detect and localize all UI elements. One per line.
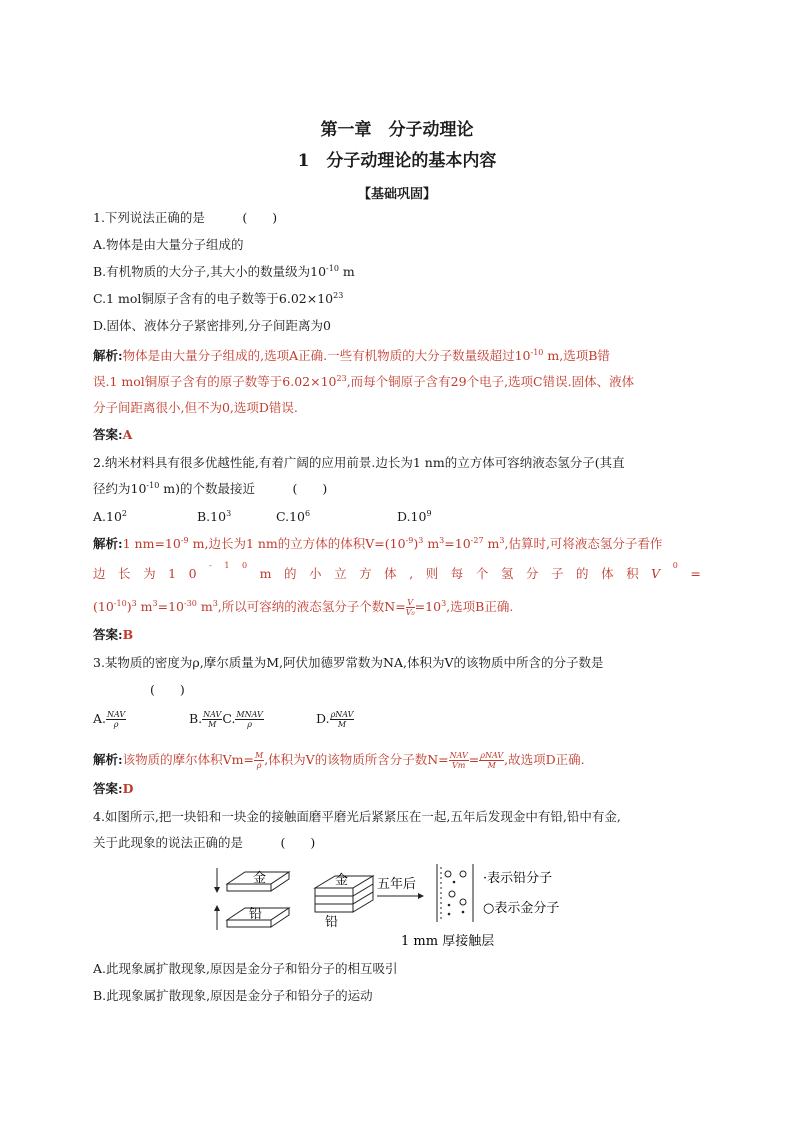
q1-stem: 1.下列说法正确的是 ( ) [93,210,278,225]
contact-layer-box [437,864,473,922]
q1-option-c: C.1 mol铜原子含有的电子数等于$6.02\times 10^{23}$ [93,291,344,306]
q2-explanation-line2: 边 长 为 1 0 - 1 0 m 的 小 立 方 体 , 则 每 个 氢 分 子 的 体 积 V 0 = [93,561,701,581]
q1-explanation-line3: 分子间距离很小,但不为0,选项D错误. [93,400,298,415]
five-years-label: 五年后 [377,877,417,892]
lesson-title: 1 分子动理论的基本内容 [297,151,497,171]
q4-option-a: A.此现象属扩散现象,原因是金分子和铅分子的相互吸引 [93,961,398,976]
q2-stem-line2: 径约为$10^{-10}$ m)的个数最接近 ( ) [93,481,328,496]
q1-option-a: A.物体是由大量分子组成的 [93,237,244,252]
q3-option-d: D. ρNAV M [316,710,354,729]
press-arrow-up-icon [214,905,220,930]
q2-stem-line1: 2.纳米材料具有很多优越性能,有着广阔的应用前景.边长为1 nm的立方体可容纳液态氢分子(其直 [93,455,625,470]
section-heading: 【基础巩固】 [357,187,436,202]
lead-label-stacked: 铅 [325,915,339,930]
q2-option-c: $C.10^6$ [276,509,311,524]
figure-caption: 1 mm 厚接触层 [401,934,495,949]
q3-option-b: B. NAV M C. MNAV ρ [189,710,263,729]
q2-option-d: $D.10^9$ [397,509,432,524]
q2-explanation-line1: 解析:1 $nm=10^{-9}$ m,边长为1 nm的立方体的体积$V=(10^{-9})^3$ $m^3=10^{-27}$ $m^3$,估算时,可将液态氢分子看作 [93,536,663,551]
legend-lead: ·表示铅分子 [483,871,553,886]
gold-label-stacked: 金 [335,873,349,888]
q1-explanation-line1: 解析:物体是由大量分子组成的,选项A正确.一些有机物质的大分子数量级超过$10^{-10}$ m,选项B错 [93,348,610,363]
gold-label: 金 [253,871,267,886]
legend-gold: ○表示金分子 [483,901,560,916]
q3-explanation: 解析:该物质的摩尔体积Vm= $\frac{M}{\rho}$ ,体积为V的该物质所含分子数N= NAV Vm = ρNAV M ,故选项D正确. [93,751,585,770]
lead-label: 铅 [249,907,263,922]
q3-stem-line2: ( ) [150,682,185,697]
q3-answer: 答案:D [93,781,134,796]
chapter-title: 第一章 分子动理论 [320,120,474,140]
q4-option-b: B.此现象属扩散现象,原因是金分子和铅分子的运动 [93,988,373,1003]
q1-option-b: B.有机物质的大分子,其大小的数量级为$10^{-10}$ m [93,264,355,279]
time-arrow-icon [377,893,424,899]
q1-answer: 答案:A [93,427,133,442]
stacked-blocks [315,872,373,930]
q2-option-a: $A.10^2$ [93,509,127,524]
q2-option-b: $B.10^3$ [197,509,232,524]
q3-option-a: A. NAV ρ [93,710,126,729]
explanation-label: 解析: [93,348,123,363]
q1-option-d: D.固体、液体分子紧密排列,分子间距离为0 [93,318,331,333]
q4-stem-line1: 4.如图所示,把一块铅和一块金的接触面磨平磨光后紧紧压在一起,五年后发现金中有铅,铅中有金, [93,809,621,824]
gold-block-separate [227,870,289,891]
diffusion-figure [205,860,605,952]
press-arrow-down-icon [214,868,220,893]
q4-stem-line2: 关于此现象的说法正确的是 ( ) [93,835,316,850]
q2-answer: 答案:B [93,627,134,642]
q2-explanation-line3: $(10^{-10})^3$ $m^3=10^{-30}$ $m^3$,所以可容纳的液态氢分子个数N= $\frac{V}{\text{V₀}}$ $=10^3$,选项B正确. [93,598,514,617]
q3-stem-line1: 3.某物质的密度为ρ,摩尔质量为M,阿伏加德罗常数为NA,体积为V的该物质中所含的分子数是 [93,655,604,670]
q1-explanation-line2: 误.1 mol铜原子含有的原子数等于$6.02\times 10^{23}$,而每个铜原子含有29个电子,选项C错误.固体、液体 [93,374,635,389]
lead-block-separate [227,907,289,927]
